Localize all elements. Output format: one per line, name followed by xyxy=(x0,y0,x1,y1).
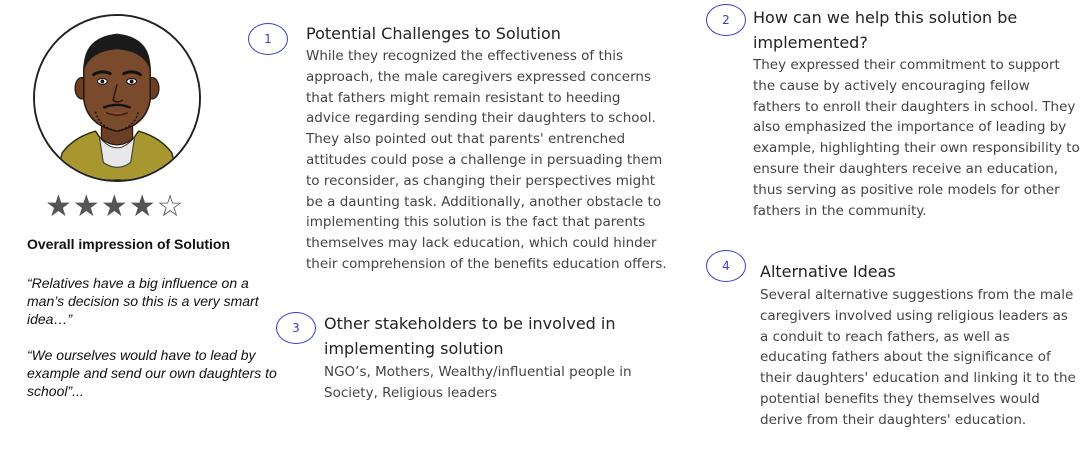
section-1-body: While they recognized the effectiveness of this approach, the male caregivers expressed concerns that fathers might remain resistant to heeding advice regarding sending their daughters to school. They also pointed out that parents' entrenched attitudes could pose a challenge in persuading them to reconsider, as changing their perspectives might be a daunting task. Additionally, another obstacle to implementing this solution is the fact that parents themselves may lack education, which could hinder their comprehension of the benefits education offers. xyxy=(306,48,667,272)
quote-2: “We ourselves would have to lead by example and send our own daughters to school”... xyxy=(27,347,277,399)
star-outline-icon: ☆ xyxy=(156,189,185,224)
star-icon: ★ xyxy=(45,189,73,224)
star-rating xyxy=(45,189,185,224)
section-1-number: 1 xyxy=(248,23,288,55)
star-icon: ★ xyxy=(100,189,129,224)
section-4-number: 4 xyxy=(706,250,746,282)
section-3-number: 3 xyxy=(276,312,316,344)
star-icon: ★ xyxy=(72,189,101,224)
quote-1: “Relatives have a big influence on a man’s decision so this is a very smart idea…” xyxy=(27,275,259,327)
section-4-body: Several alternative suggestions from the male caregivers involved using religious leaders as a conduit to reach fathers, as well as educating fathers about the significance of their daughters' education and linking it to the potential benefits they themselves would derive from their daughters' education. xyxy=(760,287,1076,428)
section-1-title: Potential Challenges to Solution xyxy=(306,24,561,43)
star-icon: ★ xyxy=(128,189,157,224)
section-2-number: 2 xyxy=(706,4,746,36)
section-3-body: NGO’s, Mothers, Wealthy/influential people in Society, Religious leaders xyxy=(324,364,632,401)
avatar xyxy=(33,14,201,182)
impression-label: Overall impression of Solution xyxy=(27,236,231,252)
caregiver-portrait-illustration xyxy=(35,16,199,180)
section-3-title: Other stakeholders to be involved in implementing solution xyxy=(324,314,616,358)
section-2-title: How can we help this solution be implemented? xyxy=(753,8,1018,52)
section-2-body: They expressed their commitment to support the cause by actively encouraging fellow fathers to enroll their daughters in school. They also emphasized the importance of leading by example, highlighting their own responsibility to ensure their daughters receive an education, thus serving as positive role models for other fathers in the community. xyxy=(753,57,1080,219)
section-4-title: Alternative Ideas xyxy=(760,262,896,281)
